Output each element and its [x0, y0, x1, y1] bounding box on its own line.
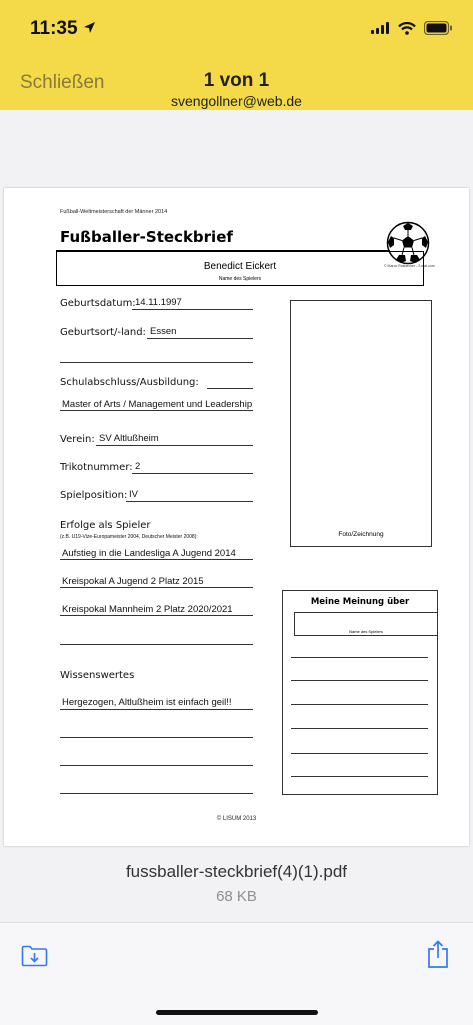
- birthdate-line: [132, 309, 253, 310]
- success-line-2: [60, 587, 253, 588]
- player-name-box: [56, 251, 424, 286]
- doc-top-caption: Fußball-Weltmeisterschaft der Männer 2014: [60, 209, 168, 215]
- jersey-label: Trikotnummer:: [60, 462, 133, 473]
- sender-email: svengollner@web.de: [171, 93, 302, 109]
- success-hint: (z.B. U19-Vize-Europameister 2004, Deutscher Meister 2008):: [60, 534, 198, 540]
- photo-box: [290, 300, 432, 547]
- home-indicator[interactable]: [156, 1010, 318, 1015]
- opinion-line-1: [291, 657, 428, 658]
- page-counter-title: 1 von 1: [203, 70, 270, 91]
- club-label: Verein:: [60, 434, 95, 445]
- top-header: [0, 0, 473, 110]
- birthplace-line-2: [60, 362, 253, 363]
- player-name: Benedict Eickert: [203, 261, 277, 272]
- share-icon[interactable]: [427, 940, 449, 969]
- education-line: [207, 388, 253, 389]
- knowledge-label: Wissenswertes: [60, 670, 135, 681]
- knowledge-line-3: [60, 765, 253, 766]
- birthplace-line: [147, 338, 253, 339]
- opinion-line-3: [291, 704, 428, 705]
- opinion-line-5: [291, 753, 428, 754]
- success-line-3: [60, 615, 253, 616]
- success-label: Erfolge als Spieler: [60, 520, 151, 531]
- opinion-line-6: [291, 776, 428, 777]
- opinion-title: Meine Meinung über: [310, 597, 410, 607]
- close-button[interactable]: Schließen: [20, 72, 105, 93]
- success-3: Kreispokal Mannheim 2 Platz 2020/2021: [62, 604, 233, 615]
- education-line-2: [60, 410, 253, 411]
- knowledge-line-2: [60, 737, 253, 738]
- save-to-files-icon[interactable]: [21, 945, 48, 967]
- birthdate-value: 14.11.1997: [135, 297, 182, 308]
- wifi-icon: [398, 22, 416, 35]
- success-line-1: [60, 559, 253, 560]
- pdf-page[interactable]: [4, 188, 469, 846]
- player-name-caption: Name des Spielers: [218, 276, 262, 282]
- knowledge-line-4: [60, 793, 253, 794]
- birthdate-label: Geburtsdatum:: [60, 298, 136, 309]
- birthplace-value: Essen: [150, 326, 177, 337]
- doc-title: Fußballer-Steckbrief: [60, 228, 233, 246]
- success-line-4: [60, 644, 253, 645]
- opinion-name-box: [294, 612, 438, 636]
- club-value: SV Altlußheim: [99, 433, 159, 444]
- file-size: 68 KB: [216, 888, 257, 905]
- position-line: [126, 501, 253, 502]
- opinion-box: [282, 590, 438, 795]
- doc-copyright: © LISUM 2013: [216, 816, 257, 822]
- position-value: IV: [129, 489, 138, 500]
- knowledge-1: Hergezogen, Altlußheim ist einfach geil!!: [62, 697, 232, 708]
- photo-caption: Foto/Zeichnung: [338, 531, 384, 538]
- status-time: 11:35: [30, 18, 78, 39]
- cellular-signal-icon: [371, 22, 390, 34]
- success-2: Kreispokal A Jugend 2 Platz 2015: [62, 576, 204, 587]
- opinion-line-4: [291, 728, 428, 729]
- battery-icon: [424, 21, 453, 35]
- opinion-name-caption: Name des Spielers: [349, 629, 383, 634]
- birthplace-label: Geburtsort/-land:: [60, 327, 146, 338]
- file-name: fussballer-steckbrief(4)(1).pdf: [125, 862, 348, 881]
- opinion-line-2: [291, 680, 428, 681]
- club-line: [96, 445, 253, 446]
- status-icons: [371, 21, 453, 35]
- jersey-line: [132, 473, 253, 474]
- jersey-value: 2: [135, 461, 141, 472]
- education-label: Schulabschluss/Ausbildung:: [60, 377, 199, 388]
- success-1: Aufstieg in die Landesliga A Jugend 2014: [62, 548, 236, 559]
- ball-credit: © Marco Rosbecher - 2-mal.com: [384, 264, 435, 268]
- position-label: Spielposition:: [60, 490, 128, 501]
- location-arrow-icon: [83, 21, 96, 34]
- knowledge-line-1: [60, 709, 253, 710]
- education-value: Master of Arts / Management und Leadership: [62, 399, 253, 410]
